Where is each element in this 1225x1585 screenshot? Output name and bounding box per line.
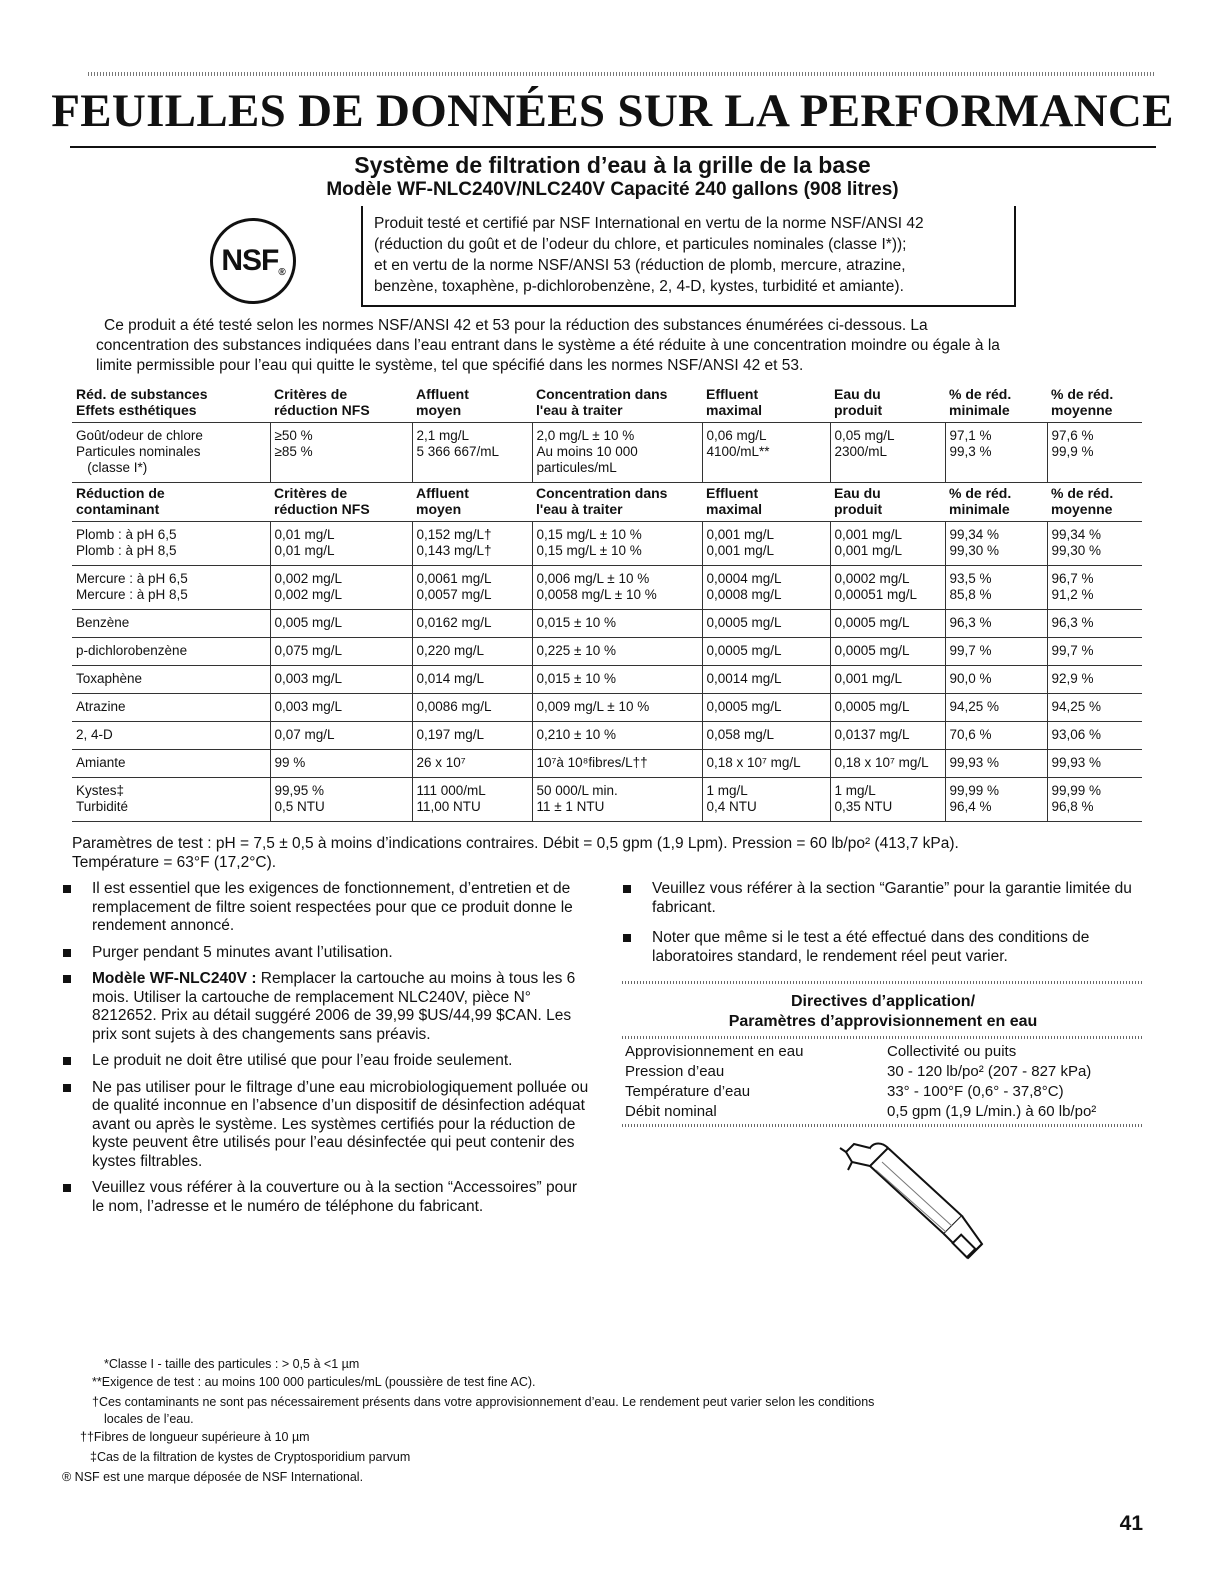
- table-cell: 2,1 mg/L 5 366 667/mL: [412, 423, 532, 483]
- table-cell: 0,0162 mg/L: [412, 610, 532, 638]
- table-cell: 0,0137 mg/L: [830, 722, 945, 750]
- header-row: [72, 483, 1142, 522]
- filter-cartridge-illustration: [836, 1140, 986, 1276]
- table-cell: 1 mg/L 0,4 NTU: [702, 778, 830, 822]
- right-bullet-list: [622, 880, 1144, 978]
- table-cell: 0,15 mg/L ± 10 % 0,15 mg/L ± 10 %: [532, 522, 702, 566]
- directives-row: [623, 1042, 1143, 1062]
- params-line: Paramètres de test : pH = 7,5 ± 0,5 à moins d’indications contraires. Débit = 0,5 gpm (1,9 Lpm). Pression = 60 lb/po² (413,7 kPa).: [72, 835, 959, 852]
- params-line: Température = 63°F (17,2°C).: [72, 854, 277, 871]
- directives-mid-rule: [622, 1036, 1144, 1039]
- bullet-item: [62, 970, 590, 1044]
- table-cell: 0,210 ± 10 %: [532, 722, 702, 750]
- page-number: 41: [1119, 1512, 1143, 1535]
- table-cell: 97,1 % 99,3 %: [945, 423, 1047, 483]
- table-cell: 0,015 ± 10 %: [532, 666, 702, 694]
- table-cell: 0,075 mg/L: [270, 638, 412, 666]
- table-cell: 99,34 % 99,30 %: [1047, 522, 1142, 566]
- table-cell: 0,0086 mg/L: [412, 694, 532, 722]
- table-cell: 99,95 % 0,5 NTU: [270, 778, 412, 822]
- table-cell: 93,06 %: [1047, 722, 1142, 750]
- table-cell: 0,0014 mg/L: [702, 666, 830, 694]
- table-cell: Plomb : à pH 6,5 Plomb : à pH 8,5: [72, 522, 270, 566]
- table-cell: ≥50 % ≥85 %: [270, 423, 412, 483]
- table-row: [72, 750, 1142, 778]
- intro-paragraph: [96, 316, 1144, 376]
- column-header: Réduction de contaminant: [76, 485, 165, 517]
- bullet-item: [62, 1079, 590, 1172]
- bullet-item: [62, 880, 590, 936]
- intro-line: limite permissible pour l’eau qui quitte le système, tel que spécifié dans les normes NSF/ANSI 42 et 53.: [96, 357, 804, 374]
- table-cell: 0,06 mg/L 4100/mL**: [702, 423, 830, 483]
- bullet-item: [62, 944, 590, 963]
- table-cell: 0,0061 mg/L 0,0057 mg/L: [412, 566, 532, 610]
- column-header: Eau du produit: [834, 485, 883, 517]
- table-cell: 0,0005 mg/L: [702, 610, 830, 638]
- table-cell: 0,18 x 10⁷ mg/L: [702, 750, 830, 778]
- page-title: FEUILLES DE DONNÉES SUR LA PERFORMANCE: [51, 85, 1174, 137]
- table-cell: 1 mg/L 0,35 NTU: [830, 778, 945, 822]
- table-row: [72, 778, 1142, 822]
- table-cell: 0,005 mg/L: [270, 610, 412, 638]
- table-cell: 0,05 mg/L 2300/mL: [830, 423, 945, 483]
- bullet-text: Ne pas utiliser pour le filtrage d’une eau microbiologiquement polluée ou de qualité inconnue en l’absence d’un dispositif de désinfection adéquat avant ou après le système. Les systèmes certifiés pour la réduction de kyste peuvent être utilisés pour l’eau désinfectée qui peut contenir des kystes filtrables.: [92, 1078, 589, 1170]
- table-cell: 0,0005 mg/L: [702, 694, 830, 722]
- footnote: *Classe I - taille des particules : > 0,5 à <1 µm: [104, 1357, 360, 1371]
- column-header: % de réd. minimale: [949, 386, 1012, 418]
- table-cell: 99,93 %: [945, 750, 1047, 778]
- table-cell: p-dichlorobenzène: [72, 638, 270, 666]
- bullet-item: [62, 1052, 590, 1071]
- table-cell: 2,0 mg/L ± 10 % Au moins 10 000 particules/mL: [532, 423, 702, 483]
- directive-label: Débit nominal: [625, 1103, 717, 1120]
- table-cell: 0,001 mg/L: [830, 666, 945, 694]
- table-cell: 0,220 mg/L: [412, 638, 532, 666]
- table-cell: 26 x 10⁷: [412, 750, 532, 778]
- table-cell: 99,99 % 96,8 %: [1047, 778, 1142, 822]
- table-cell: 99,99 % 96,4 %: [945, 778, 1047, 822]
- table-cell: 0,225 ± 10 %: [532, 638, 702, 666]
- directive-label: Approvisionnement en eau: [625, 1043, 804, 1060]
- table-cell: 10⁷à 10⁸fibres/L††: [532, 750, 702, 778]
- column-header: Effluent maximal: [706, 485, 763, 517]
- directives-title-1: Directives d’application/: [790, 993, 976, 1010]
- footnote: ††Fibres de longueur supérieure à 10 µm: [80, 1430, 310, 1444]
- footnote: **Exigence de test : au moins 100 000 particules/mL (poussière de test fine AC).: [92, 1375, 536, 1389]
- table-cell: Benzène: [72, 610, 270, 638]
- footnote: ‡Cas de la filtration de kystes de Cryptosporidium parvum: [90, 1450, 411, 1464]
- table-cell: 0,006 mg/L ± 10 % 0,0058 mg/L ± 10 %: [532, 566, 702, 610]
- table-row: [72, 694, 1142, 722]
- header-row: [72, 384, 1142, 423]
- top-dotted-rule: [88, 72, 1156, 76]
- footnote: ® NSF est une marque déposée de NSF International.: [62, 1470, 364, 1484]
- table-cell: 0,0005 mg/L: [830, 694, 945, 722]
- table-row: [72, 610, 1142, 638]
- cert-line: Produit testé et certifié par NSF International en vertu de la norme NSF/ANSI 42: [374, 215, 924, 232]
- column-header: Affluent moyen: [416, 386, 469, 418]
- column-header: Affluent moyen: [416, 485, 469, 517]
- cert-line: benzène, toxaphène, p-dichlorobenzène, 2, 4-D, kystes, turbidité et amiante).: [374, 278, 904, 295]
- table-cell: 0,0005 mg/L: [830, 638, 945, 666]
- test-parameters: [72, 834, 1142, 872]
- footnote: locales de l’eau.: [104, 1412, 194, 1426]
- directives-row: [623, 1062, 1143, 1082]
- column-header: Réd. de substances Effets esthétiques: [76, 386, 208, 418]
- bullet-text: Veuillez vous référer à la couverture ou à la section “Accessoires” pour le nom, l’adresse et le numéro de téléphone du fabricant.: [92, 1179, 578, 1215]
- table-cell: 96,3 %: [1047, 610, 1142, 638]
- section-heading: Système de filtration d’eau à la grille de la base: [354, 152, 871, 178]
- table-cell: 96,3 %: [945, 610, 1047, 638]
- table-cell: 99,7 %: [1047, 638, 1142, 666]
- title-rule: [70, 146, 1156, 148]
- left-bullet-list: [62, 880, 590, 1224]
- table-cell: Kystes‡ Turbidité: [72, 778, 270, 822]
- table-cell: 0,014 mg/L: [412, 666, 532, 694]
- directives-top-rule: [622, 981, 1144, 984]
- directives-title-2: Paramètres d’approvisionnement en eau: [728, 1013, 1038, 1030]
- cert-line: et en vertu de la norme NSF/ANSI 53 (réduction de plomb, mercure, atrazine,: [374, 257, 906, 274]
- table-cell: Amiante: [72, 750, 270, 778]
- directive-label: Pression d’eau: [625, 1063, 725, 1080]
- intro-line: concentration des substances indiquées dans l’eau entrant dans le système a été réduite à une concentration moindre ou égale à la: [96, 337, 1000, 354]
- table-cell: 99,34 % 99,30 %: [945, 522, 1047, 566]
- table-cell: 0,001 mg/L 0,001 mg/L: [702, 522, 830, 566]
- directives-row: [623, 1082, 1143, 1102]
- table-row: [72, 666, 1142, 694]
- bullet-text: Remplacer la cartouche au moins à tous les 6 mois. Utiliser la cartouche de remplacement NLC240V, pièce N° 8212652. Prix au détail suggéré 2006 de 39,99 $US/44,99 $CAN. Les prix sont sujets à des changements sans préavis.: [92, 970, 576, 1043]
- table-cell: 94,25 %: [1047, 694, 1142, 722]
- table-row: [72, 722, 1142, 750]
- table-cell: 0,001 mg/L 0,001 mg/L: [830, 522, 945, 566]
- table-cell: 94,25 %: [945, 694, 1047, 722]
- bullet-label: Modèle WF-NLC240V :: [92, 970, 257, 987]
- table-row: [72, 638, 1142, 666]
- table-row: [72, 566, 1142, 610]
- column-header: % de réd. minimale: [949, 485, 1012, 517]
- column-header: Eau du produit: [834, 386, 883, 418]
- table-cell: 0,01 mg/L 0,01 mg/L: [270, 522, 412, 566]
- column-header: % de réd. moyenne: [1051, 485, 1114, 517]
- table-cell: 99,7 %: [945, 638, 1047, 666]
- performance-table: [72, 384, 1142, 822]
- table-row: [72, 522, 1142, 566]
- footnote: †Ces contaminants ne sont pas nécessairement présents dans votre approvisionnement d’eau. Le rendement peut varier selon les conditions: [92, 1395, 875, 1409]
- column-header: Effluent maximal: [706, 386, 763, 418]
- directive-value: 33° - 100°F (0,6° - 37,8°C): [887, 1083, 1064, 1100]
- table-cell: 90,0 %: [945, 666, 1047, 694]
- table-cell: 0,0004 mg/L 0,0008 mg/L: [702, 566, 830, 610]
- column-header: Concentration dans l'eau à traiter: [536, 386, 668, 418]
- bullet-text: Il est essentiel que les exigences de fonctionnement, d’entretien et de remplacement de filtre soient respectées pour que ce produit donne le rendement annoncé.: [92, 880, 573, 934]
- nsf-logo: NSF $_®$: [210, 218, 296, 304]
- table-cell: 0,07 mg/L: [270, 722, 412, 750]
- table-cell: 0,003 mg/L: [270, 694, 412, 722]
- table-cell: Mercure : à pH 6,5 Mercure : à pH 8,5: [72, 566, 270, 610]
- table-cell: 2, 4-D: [72, 722, 270, 750]
- directives-bottom-rule: [622, 1124, 1144, 1127]
- table-cell: 0,0005 mg/L: [830, 610, 945, 638]
- column-header: Concentration dans l'eau à traiter: [536, 485, 668, 517]
- bullet-text: Purger pendant 5 minutes avant l’utilisation.: [92, 943, 393, 961]
- table-cell: 0,197 mg/L: [412, 722, 532, 750]
- bullet-item: [62, 1179, 590, 1216]
- table-cell: 0,003 mg/L: [270, 666, 412, 694]
- table-row: [72, 423, 1142, 483]
- table-cell: 92,9 %: [1047, 666, 1142, 694]
- directives-table: [623, 1042, 1143, 1122]
- table-cell: 99 %: [270, 750, 412, 778]
- directive-label: Température d’eau: [625, 1083, 751, 1100]
- table-cell: 70,6 %: [945, 722, 1047, 750]
- table-cell: Toxaphène: [72, 666, 270, 694]
- table-cell: 111 000/mL 11,00 NTU: [412, 778, 532, 822]
- directive-value: Collectivité ou puits: [887, 1043, 1017, 1060]
- table-cell: 96,7 % 91,2 %: [1047, 566, 1142, 610]
- directives-row: [623, 1102, 1143, 1122]
- column-header: % de réd. moyenne: [1051, 386, 1114, 418]
- table-cell: 0,18 x 10⁷ mg/L: [830, 750, 945, 778]
- table-cell: 0,0005 mg/L: [702, 638, 830, 666]
- column-header: Critères de réduction NFS: [274, 386, 370, 418]
- certification-box: [361, 206, 1016, 307]
- table-cell: 0,002 mg/L 0,002 mg/L: [270, 566, 412, 610]
- table-cell: 0,152 mg/L† 0,143 mg/L†: [412, 522, 532, 566]
- table-cell: 0,015 ± 10 %: [532, 610, 702, 638]
- model-heading: Modèle WF-NLC240V/NLC240V Capacité 240 gallons (908 litres): [326, 179, 899, 200]
- directive-value: 30 - 120 lb/po² (207 - 827 kPa): [887, 1063, 1092, 1080]
- bullet-item: Veuillez vous référer à la section “Garantie” pour la garantie limitée du fabricant.: [622, 880, 1144, 917]
- table-cell: 93,5 % 85,8 %: [945, 566, 1047, 610]
- bullet-text: Le produit ne doit être utilisé que pour l’eau froide seulement.: [92, 1052, 513, 1069]
- intro-line: Ce produit a été testé selon les normes NSF/ANSI 42 et 53 pour la réduction des substances énumérées ci-dessous. La: [104, 317, 928, 334]
- directive-value: 0,5 gpm (1,9 L/min.) à 60 lb/po²: [887, 1103, 1097, 1120]
- column-header: Critères de réduction NFS: [274, 485, 370, 517]
- table-cell: Atrazine: [72, 694, 270, 722]
- table-cell: 50 000/L min. 11 ± 1 NTU: [532, 778, 702, 822]
- table-cell: 97,6 % 99,9 %: [1047, 423, 1142, 483]
- table-cell: 0,009 mg/L ± 10 %: [532, 694, 702, 722]
- table-cell: 0,0002 mg/L 0,00051 mg/L: [830, 566, 945, 610]
- bullet-item: Noter que même si le test a été effectué dans des conditions de laboratoires standard, le rendement réel peut varier.: [622, 929, 1144, 966]
- cert-line: (réduction du goût et de l’odeur du chlore, et particules nominales (classe I*));: [374, 236, 907, 253]
- table-cell: 99,93 %: [1047, 750, 1142, 778]
- table-cell: Goût/odeur de chlore Particules nominales (classe I*): [72, 423, 270, 483]
- table-cell: 0,058 mg/L: [702, 722, 830, 750]
